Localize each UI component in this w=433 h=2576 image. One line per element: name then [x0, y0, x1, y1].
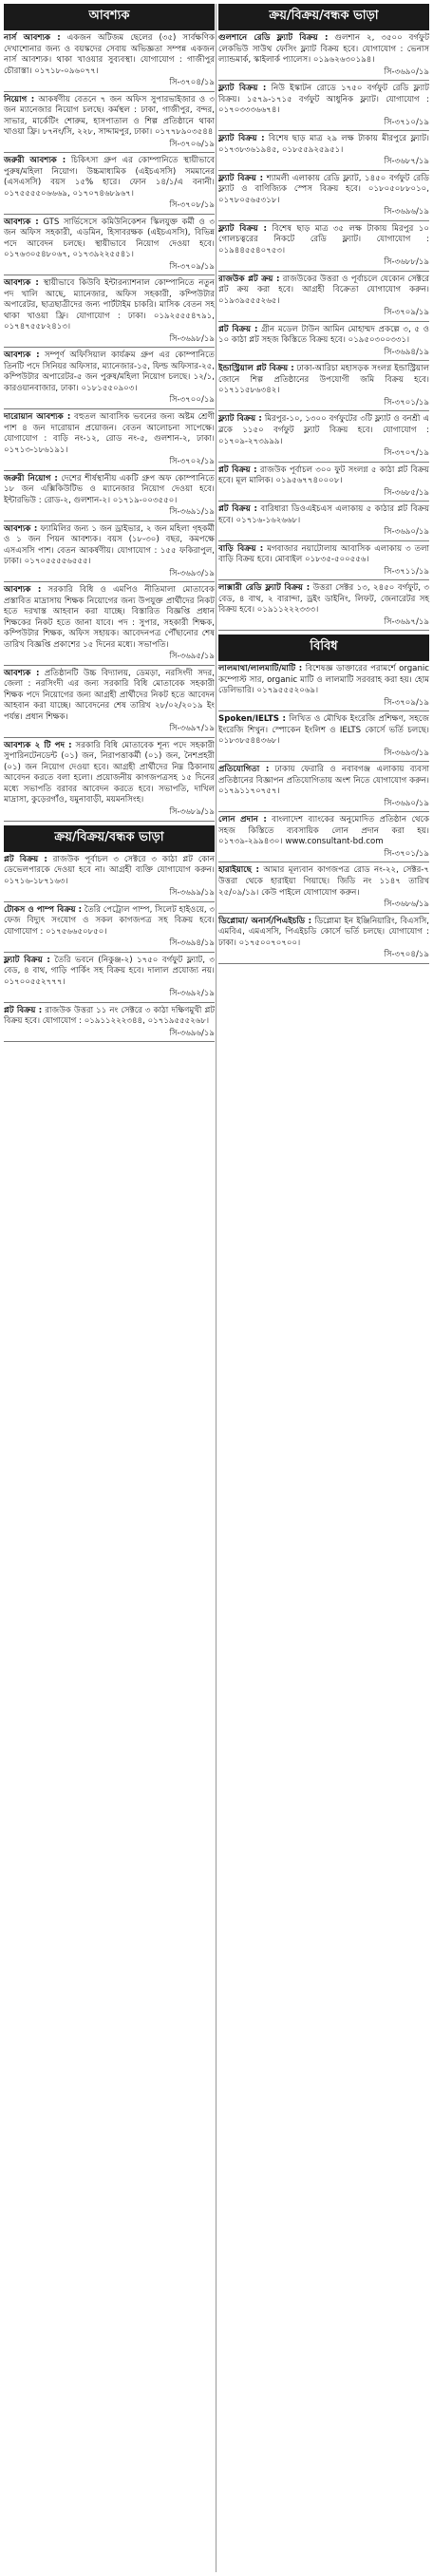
ad-reference-code: সি-৩৭০২/১৯ — [169, 457, 215, 467]
classified-ad — [218, 544, 429, 578]
ad-body: গুলশান ২, ৩৫০০ বর্গফুট লেকভিউ সাউথ ফেসিং ফ্ল্যাট বিক্রয় হবে। যোগাযোগ : ভেনাস ল্যান্ডমার্ক, স্কাইলার্ক প্যালেস। ০১৯৬২৬৩০১৯৪। — [218, 33, 430, 66]
classified-ad — [4, 741, 215, 819]
classified-ad — [218, 504, 429, 539]
ad-separator — [218, 501, 429, 502]
ad-heading: জরুরী আবশ্যক : — [4, 156, 66, 166]
ad-separator — [4, 347, 215, 348]
ad-heading: নিয়োগ : — [4, 94, 35, 104]
ad-reference-code: সি-৩৭০৪/১৯ — [384, 950, 429, 960]
ad-body: ঢাকা-আরিচা মহাসড়ক সংলগ্ন ইন্ডাস্ট্রিয়াল জোনে শিল্প প্রতিষ্ঠানের উপযোগী জমি বিক্রয় হবে। ০১৭১১৫৮৬৩৪২। — [218, 364, 430, 396]
ad-body: উত্তরা সেক্টর ১৩, ২৪৫০ বর্গফুট, ৩ বেড, ৪ বাথ, ২ বারান্দা, ড্রইং ডাইনিং, লিফট, জেনারেটর সহ বিক্রয় হবে। ০১৯১১২২২৩৩৩। — [218, 583, 429, 616]
left-column — [4, 4, 215, 1045]
ad-heading: নার্স আবশ্যক : — [4, 33, 61, 43]
ad-heading: বাড়ি বিক্রয় : — [218, 543, 264, 554]
ad-body: একজন অটিজম ছেলের (৩৫) সার্বক্ষণিক দেখাশোনার জন্য ও বয়স্কদের সেবায় অভিজ্ঞতা সম্পন্ন একজন নার্স আবশ্যক। থাকা খাওয়ার সুব্যবস্থা। যোগাযোগ : গাজীপুর চৌরাস্তা। ০১৭১৮-০৯৬০৭৭। — [4, 33, 215, 76]
ad-reference-code: সি-৩৭০৬/১৯ — [169, 139, 215, 149]
classified-ad — [218, 865, 429, 910]
ad-separator — [218, 540, 429, 541]
ad-heading: আবশ্যক : — [4, 278, 39, 289]
ad-reference-code: সি-৩৭১১/১৯ — [384, 566, 429, 577]
ad-heading: আবশ্যক : — [4, 585, 42, 596]
ad-separator — [218, 271, 429, 272]
ad-heading: লালমাথা/লালমাটি/মাটি : — [218, 664, 303, 674]
ad-body: স্থায়ীভাবে কিউবি ইন্টারন্যাশনাল কোম্পানিতে নতুন পদ খালি আছে, ম্যানেজার, অফিস সহকারী, কম্পিউটার অপারেটর, ছাত্রছাত্রীদের জন্য পার্টটাইম চাকরি। মাসিক বেতন সহ থাকা খাওয়া ফ্রি। যোগাযোগ : ঢাকা। ০১৯২৫৫৫৪৭৯১, ০১৭৪৭৫৫৮২৪১৩। — [4, 278, 216, 332]
classified-ad — [4, 350, 215, 407]
ad-heading: ফ্ল্যাট বিক্রয় : — [218, 414, 262, 425]
classified-ad — [218, 714, 429, 759]
ad-reference-code: সি-৩৬৮৯/১৯ — [169, 807, 215, 817]
ad-separator — [218, 130, 429, 131]
ad-reference-code: সি-৩৬৯১/১৯ — [169, 507, 215, 518]
ad-reference-code: সি-৩৬৯৬/১৯ — [169, 1028, 215, 1038]
ad-heading: লোন প্রদান : — [218, 815, 267, 825]
ad-body: GTS সার্ভিসেসে কমিউনিকেশন স্কিলযুক্ত কর্মী ও ৩ জন অফিস সহকারী, এডমিন, হিসাবরক্ষক (এইচএসসি), বিভিন্ন পদে আবেদন চলছে। স্থায়ীভাবে নিয়োগ দেওয়া হবে। ০১৭৬৩০৫৪৮০৬৭, ০১৭৩৯২২৫৫৪১। — [4, 217, 215, 260]
wanted-ads-list — [4, 33, 215, 822]
classified-ad — [218, 664, 429, 709]
ad-separator — [218, 321, 429, 322]
ad-reference-code: সি-৩৬৯৭/১৯ — [384, 616, 429, 627]
ad-body: তৈরি পেট্রোল পাম্প, সিলেট হাইওয়ে, ৩ ফেজ বিদ্যুৎ সংযোগ ও সকল কাগজপত্র সহ বিক্রয় হবে। যোগাযোগ : ০১৭৫৬৬৫০৮৫০। — [4, 904, 216, 937]
ad-body: মগবাজার নয়াটোলায় আবাসিক এলাকায় ৩ তলা বাড়ি বিক্রয় হবে। মোবাইল ০১৮৩৫-৫০০৫৫৬। — [218, 543, 430, 565]
ad-heading: ফ্ল্যাট বিক্রয় : — [218, 223, 267, 234]
classified-ad — [218, 583, 429, 628]
ad-reference-code: সি-৩৭০৮/১৯ — [169, 200, 215, 211]
ad-reference-code: সি-৩৬৯০/১৯ — [384, 798, 429, 808]
ad-heading: প্লট বিক্রয় : — [4, 854, 47, 864]
ad-separator — [4, 581, 215, 582]
ad-heading: রাজউক প্লট ক্রয় : — [218, 274, 280, 284]
section-header-buy-sell-left: ক্রয়/বিক্রয়/বন্ধক ভাড়া — [4, 825, 215, 852]
ad-body: ফ্যামিলির জন্য ১ জন ড্রাইভার, ২ জন মহিলা গৃহকর্মী ও ১ জন পিয়ন আবশ্যক। বয়স (১৮-৩০) বছর, কমপক্ষে এসএসসি পাশ। বেতন আকর্ষণীয়। যোগাযোগ : ১৫৫ ফকিরাপুল, ঢাকা। ০১৭০৫৫৫৫৬৫৫৫। — [4, 523, 216, 567]
classified-ad — [4, 474, 215, 519]
classified-ad — [4, 218, 215, 274]
ad-heading: আবশ্যক : — [4, 668, 40, 678]
classified-ad — [4, 956, 215, 1000]
ad-reference-code: সি-৩৬৯৮/১৯ — [169, 333, 215, 344]
ad-body: রাজউক উত্তরা ১১ নং সেক্টরে ৩ কাঠা দক্ষিণমুখী প্লট বিক্রয় হবে। যোগাযোগ : ০১৯১১২২২৩৪৪, ০১৭১৯৫৫৫২৬৮। — [4, 1005, 216, 1027]
ad-separator — [218, 80, 429, 81]
ad-separator — [4, 152, 215, 153]
classified-ad — [218, 465, 429, 500]
buy-sell-ads-list-right — [218, 33, 429, 631]
ad-reference-code: সি-৩৬৯৫/১৯ — [169, 652, 215, 662]
ad-body: বিশেষ ছাড় মাত্র ৩৫ লক্ষ টাকায় মিরপুর ১০ গোলচত্বরের নিকটে রেডি ফ্ল্যাট। যোগাযোগ : ০১৯৪৪৫৫৪০৭৫৩। — [218, 223, 429, 256]
miscellaneous-ads-list — [218, 664, 429, 963]
ad-body: রাজউক পূর্বাচল ৩০০ ফুট সংলগ্ন ৫ কাঠা প্লট বিক্রয় হবে। মূল মালিক। ০১৯৫৬৭৭৪০০০৮। — [218, 464, 429, 486]
classified-ad — [218, 84, 429, 128]
classified-ad — [4, 855, 215, 900]
ad-separator — [4, 901, 215, 902]
classified-ad — [218, 174, 429, 218]
ad-reference-code: সি-৩৭০৪/১৯ — [169, 78, 215, 88]
ad-body: রাজউকের উত্তরা ও পূর্বাচলে যেকোন সেক্টরে প্লট ক্রয় করা হবে। আগ্রহী বিক্রেতা যোগাযোগ করুন। ০১৯৩৯৫৫৫২৬৫। — [218, 274, 430, 306]
ad-separator — [218, 963, 429, 964]
ad-separator — [218, 410, 429, 411]
ad-reference-code: সি-৩৬৮৮/১৯ — [384, 257, 429, 268]
ad-separator — [4, 1041, 215, 1042]
ad-separator — [218, 811, 429, 812]
ad-separator — [4, 737, 215, 738]
classified-ad — [4, 156, 215, 212]
ad-body: লিখিত ও মৌখিক ইংরেজি প্রশিক্ষণ, সহজে ইংরেজি শিখুন। স্পোকেন ইংলিশ ও IELTS কোর্সে ভর্তি চলছে। ০১৮৩৮৫৪৪৩৬৮। — [218, 714, 429, 747]
ad-separator — [218, 220, 429, 221]
ad-separator — [4, 408, 215, 409]
ad-body: ঢাকায় ফেরারি ও নবাবগঞ্জ এলাকায় ব্যবসা প্রতিষ্ঠানের বিজ্ঞাপন প্রতিযোগিতায় অংশ নিতে যোগাযোগ করুন। ০১৭৯১১৭০৭৫৭। — [218, 765, 429, 797]
classified-ad — [4, 412, 215, 468]
ad-reference-code: সি-৩৬৯৯/১৯ — [169, 888, 215, 899]
ad-reference-code: সি-৩৬৯৩/১৯ — [384, 748, 429, 758]
classified-ad — [4, 1006, 215, 1040]
ad-body: বহুতল আবাসিক ভবনের জন্য অষ্টম শ্রেণী পাশ ৪ জন দারোয়ান প্রয়োজন। বেতন আলোচনা সাপেক্ষে। যোগাযোগ : বাড়ি নং-১২, রোড নং-৫, গুলশান-২, ঢাকা। ০১৭১৩-১৮৬১৯১। — [4, 411, 215, 455]
ad-heading: আবশ্যক : — [4, 217, 39, 227]
ad-reference-code: সি-৩৭০৭/১৯ — [384, 448, 429, 459]
classified-ad — [218, 275, 429, 319]
ad-heading: ফ্ল্যাট বিক্রয় : — [218, 84, 267, 94]
ad-body: বিশেষ ছাড় মাত্র ২৯ লক্ষ টাকায় মীরপুরে ফ্ল্যাট। ০১৭৩৮৩৬১৯৪৫, ০১৮৫৫৯২৫৯৫১। — [218, 134, 430, 155]
ad-body: বারিধারা ডিওএইচএস এলাকায় ৫ কাঠার প্লট বিক্রয় হবে। ০১৭১৬-১৬২৬৬৮। — [218, 504, 430, 525]
ad-heading: প্লট বিক্রয় : — [4, 1005, 43, 1015]
ad-reference-code: সি-৩৬৮৬/১৯ — [384, 900, 429, 910]
ad-separator — [218, 579, 429, 580]
ad-separator — [218, 761, 429, 762]
classified-ad — [218, 134, 429, 168]
ad-body: সরকারি বিধি ও এমপিও নীতিমালা মোতাবেক প্রস্তাবিত মাদ্রাসায় শিক্ষক নিয়োগের জন্য উপযুক্ত প্রার্থীদের নিকট হতে দরখাস্ত আহবান করা যাচ্ছে। বিস্তারিত বিজ্ঞপ্তি প্রধান শিক্ষকের নিকট হতে জানা যাবে। পদ : সুপার, সহকারী শিক্ষক, কম্পিউটার শিক্ষক, অফিস সহায়ক। আবেদনপত্র পৌঁছানোর শেষ তারিখ বিজ্ঞপ্তি প্রকাশের ১৫ দিনের মধ্যে। সভাপতি। — [4, 585, 216, 650]
ad-body: দেশের শীর্ষস্থানীয় একটি গ্রুপ অফ কোম্পানিতে ১৮ জন এক্সিকিউটিভ ও ম্যানেজার নিয়োগ দেওয়া হবে। ইন্টারভিউ : রোড-২, গুলশান-২। ০১৭১৯-০০৩৫৫০। — [4, 473, 215, 505]
classified-ad — [4, 95, 215, 151]
ad-heading: দারোয়ান আবশ্যক : — [4, 411, 71, 422]
ad-separator — [218, 360, 429, 361]
ad-heading: আবশ্যক : — [4, 523, 38, 534]
ad-reference-code: সি-৩৬৮৭/১৯ — [384, 157, 429, 167]
ad-reference-code: সি-৩৬৮৫/১৯ — [384, 487, 429, 498]
ad-separator — [4, 665, 215, 666]
classified-ad — [218, 917, 429, 961]
ad-separator — [218, 913, 429, 914]
ad-heading: জরুরী নিয়োগ : — [4, 473, 58, 483]
ad-reference-code: সি-৩৭০১/১৯ — [384, 848, 429, 859]
classified-ad — [218, 224, 429, 269]
buy-sell-ads-list-left — [4, 855, 215, 1043]
ad-reference-code: সি-৩৭০৯/১৯ — [169, 261, 215, 272]
ad-separator — [4, 821, 215, 822]
ad-reference-code: সি-৩৬৯০/১৯ — [384, 66, 429, 77]
ad-body: সরকারি বিধি মোতাবেক শূন্য পদে সহকারী সুপারিনটেনডেন্ট (০১) জন, নিরাপত্তাকর্মী (০১) জন, নৈশপ্রহরী (০১) জন নিয়োগ দেওয়া হবে। আগ্রহী প্রার্থীদের নিম্ন ঠিকানায় আবেদন করতে বলা হলো। প্রয়োজনীয় কাগজপত্রসহ ১৫ দিনের মধ্যে সভাপতি বরাবর আবেদন করতে হবে। সভাপতি, দাখিল মাদ্রাসা, কুড়েরগাঁও, যমুনাবাড়ী, ময়মনসিংহ। — [4, 740, 215, 805]
ad-reference-code: সি-৩৭১০/১৯ — [384, 117, 429, 127]
ad-body: আকর্ষণীয় বেতনে ৭ জন অফিস সুপারভাইজার ও ৩ জন ম্যানেজার নিয়োগ চলছে। কর্মস্থল : ঢাকা, গাজীপুর, বন্দর, সাভার, মার্কেটিং শোরুম, হাসপাতাল ও শিল্প প্রতিষ্ঠানে থাকা খাওয়া ফ্রি। ৮৭নং/সি, ২২৮, সাদ্দামপুর, ঢাকা। ০১৭৭৮৯০৩৫৪৪ — [4, 94, 215, 138]
classified-ad — [218, 364, 429, 408]
ad-body: তৈরি ভবনে (নিকুঞ্জ-২) ১৭৫০ বর্গফুট ফ্ল্যাট, ৩ বেড, ৪ বাথ, গাড়ি পার্কিং সহ বিক্রয় হবে। দালাল প্রযোজ্য নয়। ০১৭০০৫৫২৭৭৭। — [4, 955, 216, 987]
ad-body: চিকিৎসা গ্রুপ এর কোম্পানিতে স্থায়ীভাবে পুরুষ/মহিলা নিয়োগ। উচ্চমাধ্যমিক (এইচএসসি) সমমানের (এসএসসি) বয়স ১৫% হারে। ফোন ১৪/১/এ বনানী। ০১৭৫৫৫৫০৬৬৬৯, ০১৭০৭৪৬৮৯৬৭। — [4, 156, 215, 199]
ad-heading: প্রতিযোগিতা : — [218, 765, 270, 775]
ad-reference-code: সি-৩৬৯৬/১৯ — [384, 207, 429, 218]
ad-heading: টোকস ও পাম্প বিক্রয় : — [4, 904, 83, 915]
ad-heading: লাক্সারী রেডি ফ্ল্যাট বিক্রয় : — [218, 583, 311, 594]
ad-separator — [218, 462, 429, 463]
classified-ad — [4, 278, 215, 345]
ad-body: গ্রীন মডেল টাউন আমিন মোহাম্মদ প্রকল্পে ৩, ৫ ও ১০ কাঠা প্লট সহজ কিস্তিতে বিক্রয় হবে। ০১৯৫০৩০০৩৩১। — [218, 324, 430, 346]
classified-ad — [218, 765, 429, 809]
classified-ad — [218, 815, 429, 860]
ad-reference-code: সি-৩৭০৯/১৯ — [384, 697, 429, 708]
ad-body: নিউ ইস্কাটন রোডে ১৭৫০ বর্গফুট রেডি ফ্ল্যাট বিক্রয়। ১৫৭৯-১৭১৫ বর্গফুট আধুনিক ফ্ল্যাট। যোগাযোগ : ০১৭০৩৩৩৬৬৭৪। — [218, 84, 429, 116]
ad-heading: ইন্ডাস্ট্রিয়াল প্লট বিক্রয় : — [218, 364, 294, 374]
ad-separator — [4, 470, 215, 471]
ad-reference-code: সি-৩৬৯০/১৯ — [384, 527, 429, 538]
ad-reference-code: সি-৩৭০৯/১৯ — [384, 308, 429, 318]
section-header-buy-sell-right: ক্রয়/বিক্রয়/বন্ধক ভাড়া — [218, 4, 429, 30]
ad-separator — [4, 1002, 215, 1003]
ad-separator — [4, 91, 215, 92]
ad-body: মিরপুর-১০, ১৩০০ বর্গফুটের ৩টি ফ্ল্যাট ও বনশ্রী এ ব্লকে ১১৫০ বর্গফুট ফ্ল্যাট বিক্রয় হবে। যোগাযোগ : ০১৭০৯-২৭৩৯৯৯। — [218, 414, 429, 446]
ad-heading: ফ্ল্যাট বিক্রয় : — [4, 955, 50, 965]
ad-body: আমার মূল্যবান কাগজপত্র রোড নং-২২, সেক্টর-৭ উত্তরা থেকে হারাইয়া গিয়াছে। জিডি নং ১১৪৭ তারিখ ২৫/০৯/১৯। কেউ পাইলে যোগাযোগ করুন। — [218, 865, 429, 898]
ad-heading: প্লট বিক্রয় : — [218, 464, 257, 475]
ad-heading: আবশ্যক : — [4, 350, 40, 361]
ad-body: সম্পূর্ণ অফিসিয়াল কার্যক্রম গ্রুপ এর কোম্পানিতে তিনটি পদে সিনিয়র অফিসার, ম্যানেজার-১৫, ফিল্ড অফিসার-২৫, কম্পিউটার অপারেটর-৫ জন পুরুষ/মহিলা নিয়োগ চলছে। ১২/১, কারওয়ানবাজার, ঢাকা। ০১৮১৫৫০৯০৩। — [4, 350, 215, 393]
classified-ad — [4, 669, 215, 735]
section-header-wanted: আবশ্যক — [4, 4, 215, 30]
classified-ad — [218, 33, 429, 78]
classified-ad — [218, 414, 429, 459]
ad-separator — [218, 170, 429, 171]
ad-body: ডিপ্লোমা ইন ইঞ্জিনিয়ারিং, বিএসসি, এমবিএ, এমএসসি, পিএইচডি কোর্সে ভর্তি চলছে। যোগাযোগ : ঢাকা। ০১৭৫০০৭০৭০০। — [218, 916, 429, 948]
ad-heading: ফ্ল্যাট বিক্রয় : — [218, 173, 264, 183]
ad-body: শ্যামলী এলাকায় রেডি ফ্ল্যাট, ১৪৫০ বর্গফুট রেডি ফ্ল্যাট ও বাণিজ্যিক স্পেস বিক্রয় হবে। ০১৮০৫০৮৮০১০, ০১৭৮০৫৬৫৩১৮। — [218, 173, 429, 205]
ad-separator — [218, 630, 429, 631]
ad-reference-code: সি-৩৬৯৪/১৯ — [169, 938, 215, 949]
ad-heading: হারাইয়াছে : — [218, 865, 259, 876]
classified-ad — [4, 905, 215, 950]
classified-ad — [4, 585, 215, 663]
ad-heading: Spoken/IELTS : — [218, 714, 286, 725]
ad-body: বাংলাদেশ ব্যাংকের অনুমোদিত প্রতিষ্ঠান থেকে সহজ কিস্তিতে ব্যবসায়িক লোন প্রদান করা হয়। ০১৭৩৯-২৯৯৪৩০। www.consultant-bd.com — [218, 815, 430, 847]
ad-body: প্রতিষ্ঠানটি উচ্চ বিদ্যালয়, ডেমড়া, নরসিংদী সদর, জেলা : নরসিংদী এর জন্য সরকারি বিধি মোতাবেক সহকারী শিক্ষক পদে নিয়োগের জন্য আগ্রহী প্রার্থীদের নিকট হতে আবেদন আহবান করা যাচ্ছে। আবেদনের শেষ তারিখ ২৮/০২/২০১৯ ইং পর্যন্ত। প্রধান শিক্ষক। — [4, 668, 216, 722]
ad-reference-code: সি-৩৭০০/১৯ — [169, 395, 215, 406]
ad-reference-code: সি-৩৬৯৭/১৯ — [169, 724, 215, 734]
ad-heading: গুলশানে রেডি ফ্ল্যাট বিক্রয় : — [218, 33, 329, 43]
ad-separator — [218, 710, 429, 711]
classified-ad — [218, 325, 429, 359]
classified-ad — [4, 33, 215, 89]
ad-heading: ফ্ল্যাট বিক্রয় : — [218, 134, 265, 144]
ad-reference-code: সি-৩৬৯২/১৯ — [169, 989, 215, 999]
ad-heading: ডিপ্লোমা/ অনার্স/পিএইচডি : — [218, 916, 312, 926]
ad-reference-code: সি-৩৭০১/১৯ — [384, 397, 429, 407]
classified-ad — [4, 524, 215, 580]
ad-reference-code: সি-৩৬৯৪/১৯ — [384, 347, 429, 357]
ad-heading: প্লট বিক্রয় : — [218, 504, 257, 515]
ad-reference-code: সি-৩৬৯৩/১৯ — [169, 568, 215, 578]
ad-separator — [4, 952, 215, 953]
ad-heading: আবশ্যক ২ টি পদ : — [4, 740, 72, 750]
ad-separator — [4, 214, 215, 215]
ad-heading: প্লট বিক্রয় : — [218, 324, 258, 334]
section-header-miscellaneous: বিবিধ — [218, 635, 429, 661]
ad-body: রাজউক পূর্বাচল ৩ সেক্টরে ৩ কাঠা প্লট কোন ডেভেলপারকে দেওয়া হবে না। আগ্রহী ব্যক্তি যোগাযোগ করুন। ০১৭১৬-১৮৭১৬৩। — [4, 854, 216, 886]
right-column — [218, 4, 429, 967]
ad-body: বিশেষজ্ঞ ডাক্তারের পরামর্শে organic কম্পোস্ট সার, organic মাটি ও লালমাটি সরবরাহ করা হয়। হোম ডেলিভারি। ০১৭৯৫৫৫২০৬৯। — [218, 664, 430, 696]
